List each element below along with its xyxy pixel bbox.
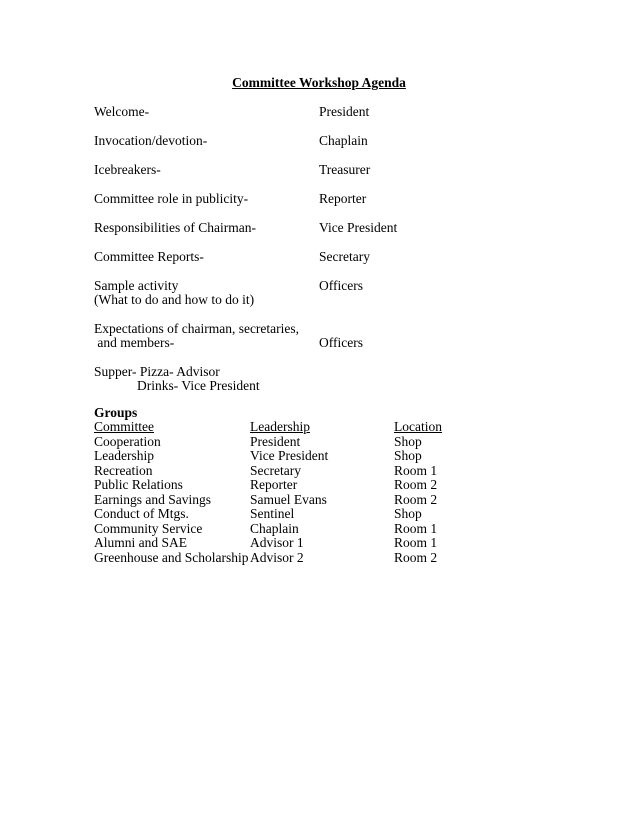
agenda-role: Vice President [319, 220, 398, 235]
cell-location: Room 2 [394, 549, 438, 565]
agenda-role: Chaplain [319, 133, 368, 148]
cell-location: Shop [394, 433, 422, 449]
cell-committee: Cooperation [94, 433, 161, 449]
agenda-item: Committee role in publicity- [94, 191, 249, 206]
cell-location: Shop [394, 448, 422, 463]
table-row [94, 536, 554, 551]
cell-location: Room 1 [394, 462, 438, 478]
cell-location: Shop [394, 506, 422, 521]
table-row [94, 507, 554, 522]
table-header-row [94, 420, 554, 435]
cell-location: Room 2 [394, 491, 438, 507]
cell-leadership: Sentinel [250, 506, 295, 521]
cell-committee: Alumni and SAE [94, 535, 187, 550]
table-row [94, 493, 554, 508]
cell-committee: Leadership [94, 448, 154, 463]
agenda-item: Responsibilities of Chairman- [94, 220, 256, 235]
supper-line: Drinks- Vice President [137, 378, 260, 393]
cell-leadership: Samuel Evans [250, 491, 327, 507]
cell-committee: Public Relations [94, 477, 183, 492]
agenda-role: Officers [319, 335, 363, 350]
supper-line: Supper- Pizza- Advisor [94, 364, 220, 379]
table-row [94, 464, 554, 479]
supper-block [94, 364, 594, 394]
cell-leadership: Chaplain [250, 520, 299, 536]
column-header-leadership: Leadership [250, 419, 310, 434]
cell-committee: Community Service [94, 520, 203, 536]
cell-leadership: Secretary [250, 462, 301, 478]
agenda-role: President [319, 104, 370, 119]
column-header-location: Location [394, 419, 442, 434]
table-row [94, 522, 554, 537]
cell-location: Room 1 [394, 520, 438, 536]
groups-heading: Groups [94, 405, 138, 420]
agenda-item-detail: and members- [94, 335, 175, 350]
table-row [94, 449, 554, 464]
cell-location: Room 2 [394, 477, 438, 492]
cell-location: Room 1 [394, 535, 438, 550]
cell-leadership: Advisor 2 [250, 549, 304, 565]
agenda-row-sample-activity [94, 278, 594, 308]
cell-leadership: Reporter [250, 477, 298, 492]
agenda-row-expectations [94, 321, 594, 351]
agenda-item: Committee Reports- [94, 249, 204, 264]
cell-leadership: Advisor 1 [250, 535, 304, 550]
agenda-role: Secretary [319, 249, 370, 264]
table-row [94, 478, 554, 493]
table-row [94, 435, 554, 450]
agenda-role: Reporter [319, 191, 367, 206]
cell-leadership: President [250, 433, 301, 449]
cell-committee: Earnings and Savings [94, 491, 211, 507]
cell-committee: Recreation [94, 462, 153, 478]
cell-committee: Greenhouse and Scholarship [94, 549, 249, 565]
agenda-item-detail: (What to do and how to do it) [94, 292, 255, 307]
groups-table [94, 420, 554, 565]
page-title: Committee Workshop Agenda [232, 75, 406, 90]
agenda-item: Invocation/devotion- [94, 133, 208, 148]
table-row [94, 551, 554, 566]
agenda-role: Officers [319, 278, 363, 293]
agenda-item: Icebreakers- [94, 162, 161, 177]
column-header-committee: Committee [94, 419, 154, 434]
cell-leadership: Vice President [250, 448, 329, 463]
agenda-role: Treasurer [319, 162, 371, 177]
agenda-item: Sample activity [94, 278, 179, 293]
agenda-item: Welcome- [94, 104, 150, 119]
cell-committee: Conduct of Mtgs. [94, 506, 189, 521]
agenda-item: Expectations of chairman, secretaries, [94, 321, 300, 336]
